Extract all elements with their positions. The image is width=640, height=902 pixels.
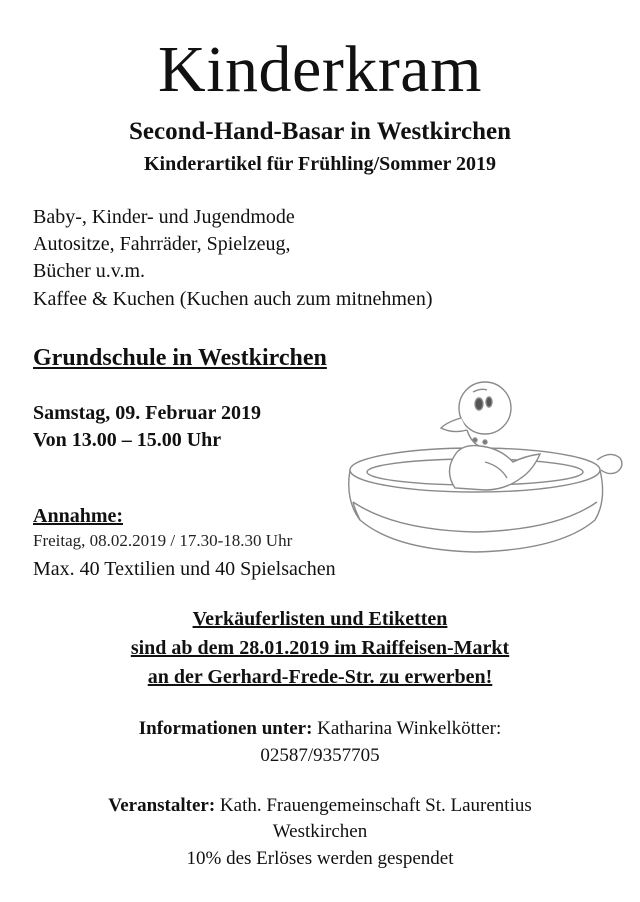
venue-heading: Grundschule in Westkirchen: [33, 345, 327, 371]
item-coffee-cake: Kaffee & Kuchen (Kuchen auch zum mitnehmen): [33, 288, 433, 310]
organizer-line: [0, 793, 640, 819]
organizer-place: Westkirchen: [272, 821, 368, 842]
organizer-name: Kath. Frauengemeinschaft St. Laurentius: [215, 795, 532, 816]
acceptance-time: Freitag, 08.02.2019 / 17.30-18.30 Uhr: [33, 531, 293, 550]
info-phone: 02587/9357705: [260, 745, 380, 766]
event-time: Von 13.00 – 15.00 Uhr: [33, 429, 222, 451]
duck-in-pool-illustration: [335, 370, 635, 560]
acceptance-heading: Annahme:: [33, 505, 124, 527]
season-line: Kinderartikel für Frühling/Sommer 2019: [143, 153, 497, 175]
item-books: Bücher u.v.m.: [33, 260, 146, 282]
subtitle: Second-Hand-Basar in Westkirchen: [128, 118, 512, 145]
notice-line-1: Verkäuferlisten und Etiketten: [192, 608, 448, 630]
item-seats-bikes-toys: Autositze, Fahrräder, Spielzeug,: [33, 233, 291, 255]
acceptance-limit: Max. 40 Textilien und 40 Spielsachen: [33, 558, 336, 580]
info-contact-name: Katharina Winkelkötter:: [312, 718, 502, 739]
notice-line-2: sind ab dem 28.01.2019 im Raiffeisen-Markt: [130, 637, 510, 659]
info-line: [0, 716, 640, 742]
event-date: Samstag, 09. Februar 2019: [33, 402, 261, 424]
organizer-label: Veranstalter:: [108, 795, 216, 816]
donation-note: 10% des Erlöses werden gespendet: [186, 848, 454, 869]
page-title: Kinderkram: [158, 33, 482, 106]
item-clothing: Baby-, Kinder- und Jugendmode: [33, 206, 295, 228]
notice-line-3: an der Gerhard-Frede-Str. zu erwerben!: [147, 666, 493, 688]
info-label: Informationen unter:: [138, 718, 313, 739]
